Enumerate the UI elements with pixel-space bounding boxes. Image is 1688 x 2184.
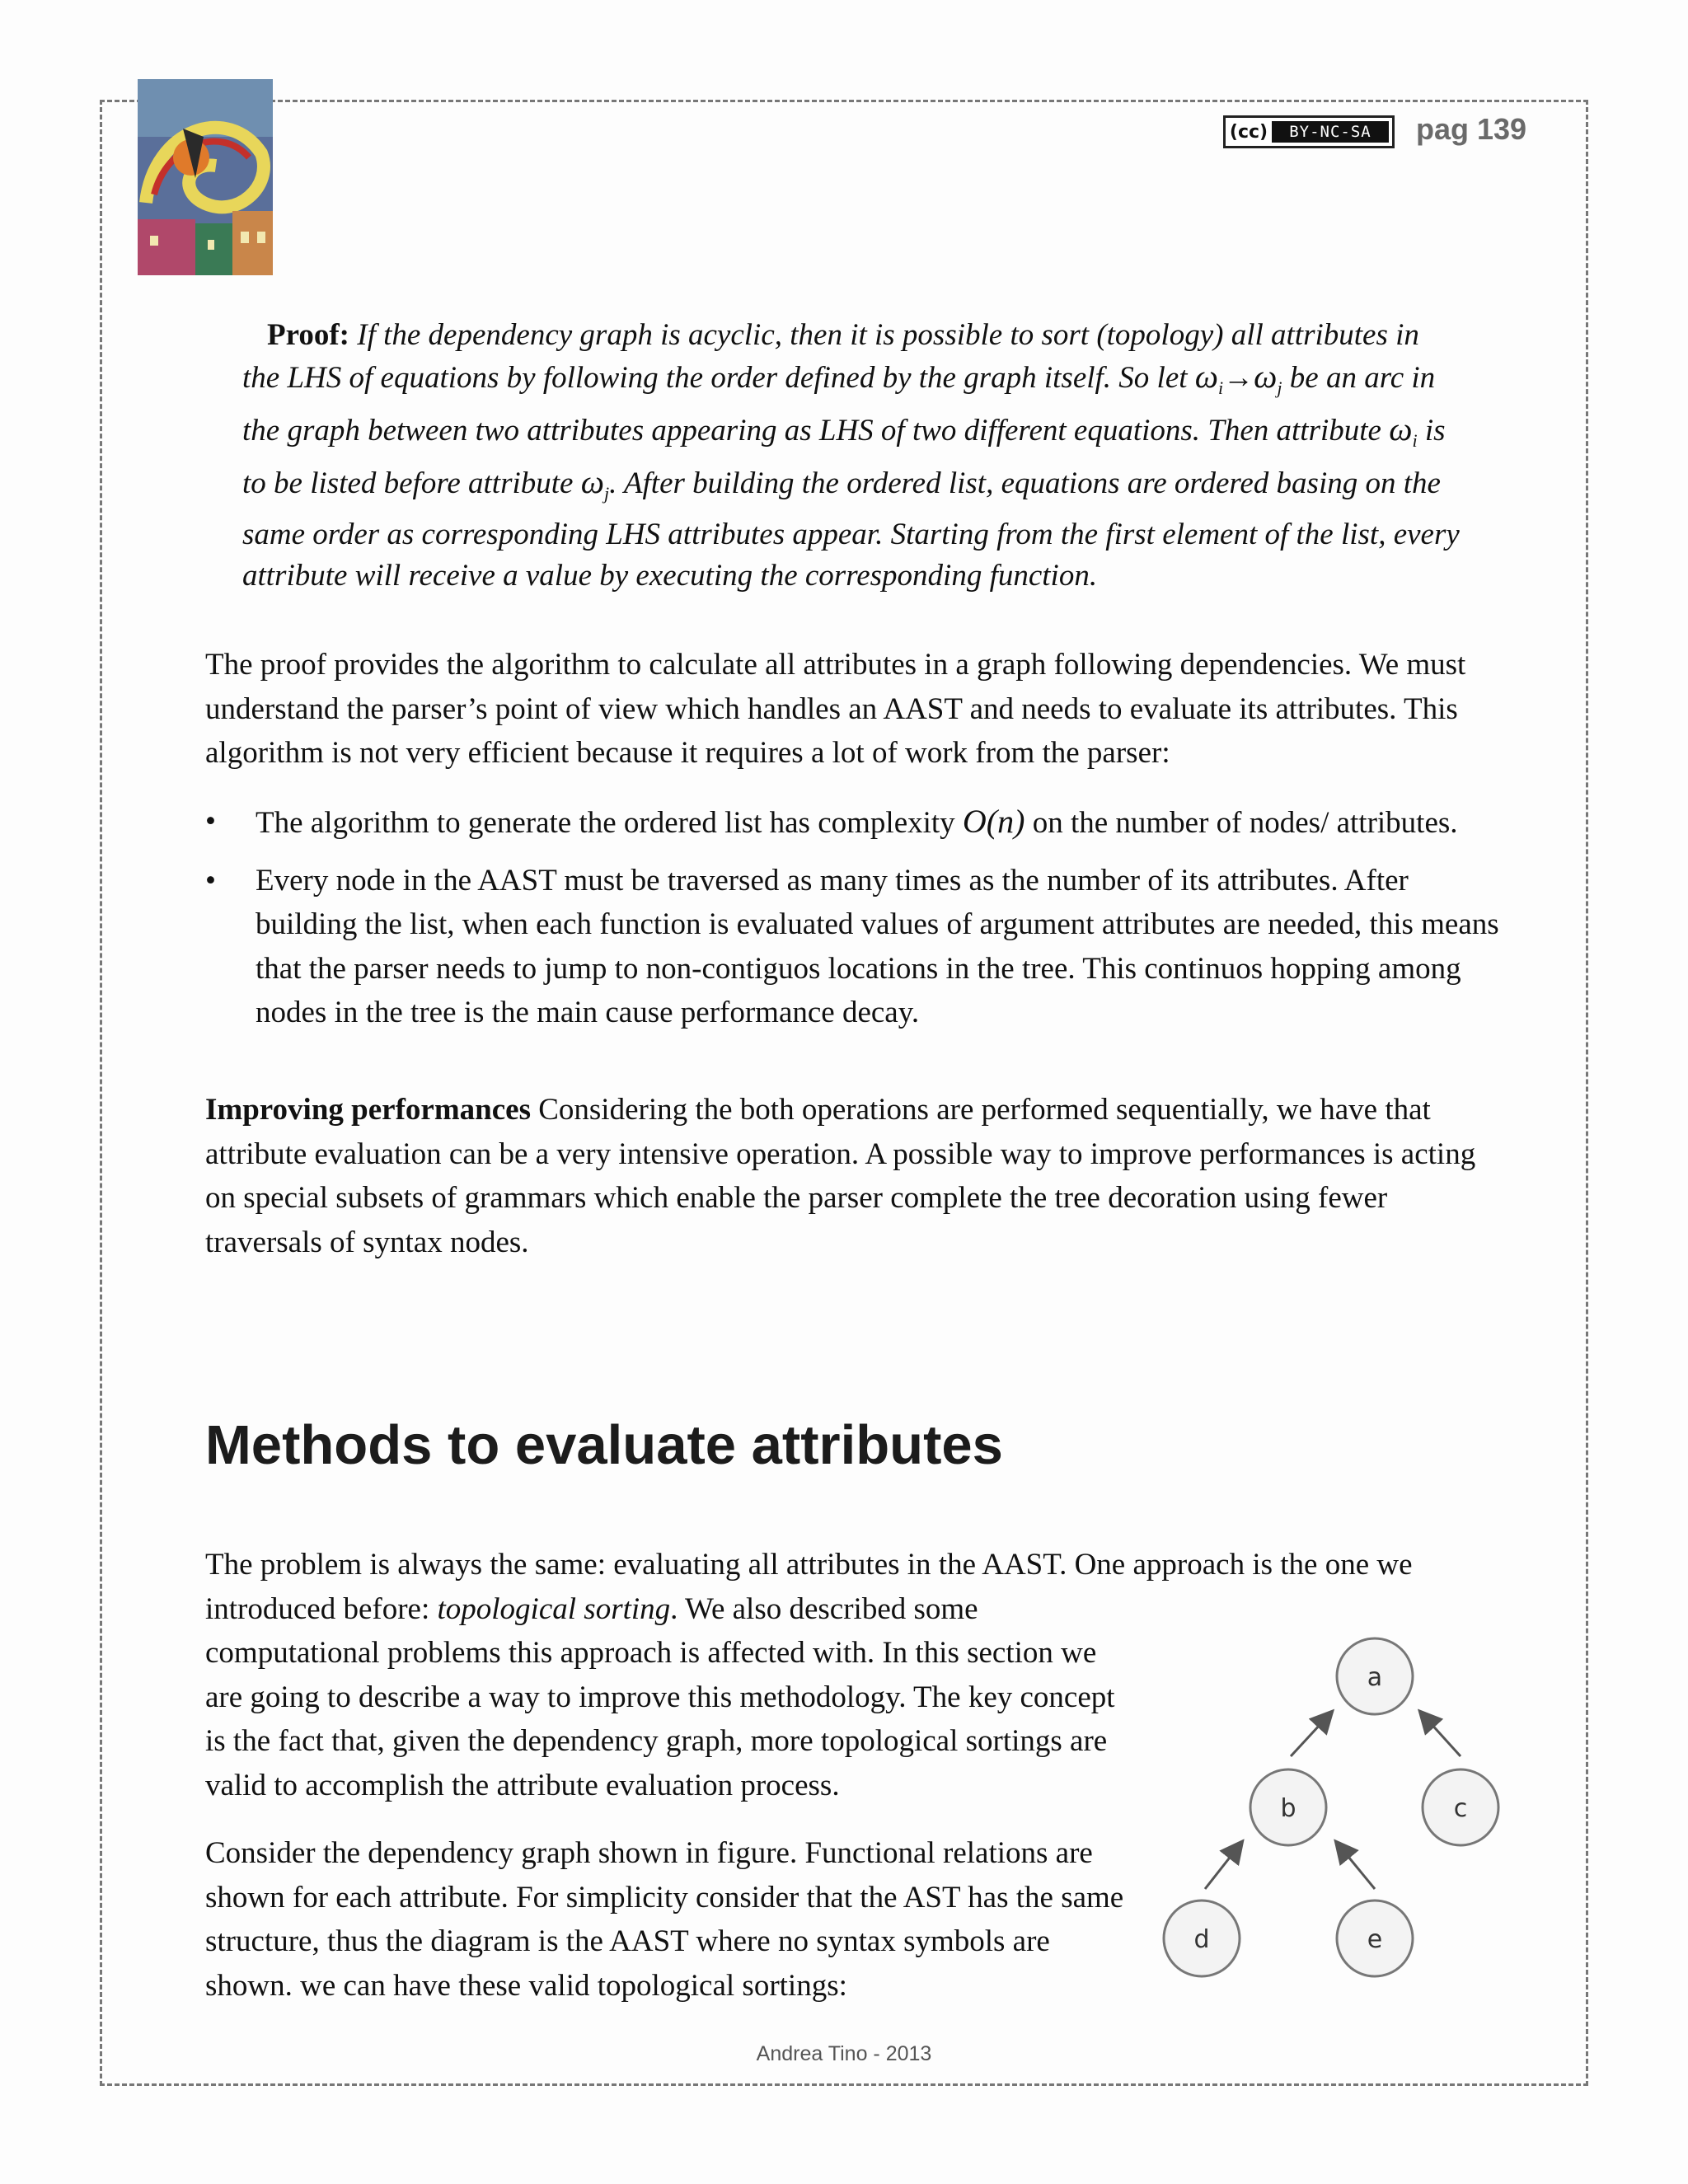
omega-j-2: $\omega_j$ — [580, 463, 610, 504]
proof-text-2: be an arc in the graph between two attributes appearing as LHS of two different equations. Then attribute — [242, 361, 1436, 448]
bullet-list — [205, 799, 1507, 1048]
cc-icon: (cc) — [1229, 121, 1268, 143]
dependency-graph-figure — [1154, 1632, 1517, 1994]
license-badge — [1223, 115, 1395, 148]
edge-c-a — [1421, 1713, 1461, 1756]
proof-text-1: If the dependency graph is acyclic, then it is possible to sort (topology) all attributes in the LHS of equations by following the order defined by the graph itself. So let — [242, 318, 1419, 395]
omega-i: $\omega_i$ — [1194, 358, 1224, 398]
page-number: pag 139 — [1416, 112, 1527, 146]
bullet-item: • The algorithm to generate the ordered list has complexity O(n) on the number of nodes/ attributes. — [205, 799, 1507, 846]
edge-d-b — [1205, 1843, 1241, 1889]
emphasis-topological-sorting: topological sorting — [437, 1591, 671, 1626]
proof-label: Proof: — [267, 318, 349, 352]
node-label-b: b — [1280, 1794, 1296, 1823]
improving-text: Considering the both operations are performed sequentially, we have that attribute evaluation can be a very intensive operation. A possible way to improve performances is acting on special subsets of grammars which enable the parser complete the tree decoration using fewer traversals of syntax nodes. — [205, 1093, 1476, 1259]
license-label: BY-NC-SA — [1272, 121, 1389, 143]
node-label-d: d — [1193, 1925, 1210, 1954]
book-cover-thumbnail — [138, 79, 273, 275]
proof-block — [242, 315, 1462, 597]
footer-author: Andrea Tino - 2013 — [756, 2042, 932, 2065]
proof-text-3: is to be listed before attribute — [242, 414, 1446, 500]
edge-b-a — [1291, 1713, 1331, 1756]
omega-j: $\omega_j$ — [1254, 358, 1282, 398]
section-paragraph-1: The problem is always the same: evaluating all attributes in the AAST. One approach is the one we introduced before: topological sorting. We also described some computational problems this approach is affected with. In this section we are going to describe a way to improve this methodology. The key concept is the fact that, given the dependency graph, more topological sortings are valid to accomplish the attribute evaluation process. — [205, 1548, 1413, 1802]
intro-paragraph: The proof provides the algorithm to calculate all attributes in a graph following dependencies. We must understand the parser’s point of view which handles an AAST and needs to evaluate its attributes. This algorithm is not very efficient because it requires a lot of work from the parser: — [205, 648, 1466, 770]
proof-text-4: . After building the ordered list, equations are ordered basing on the same order as corresponding LHS attributes appear. Starting from the first element of the list, every attribute will receive a value by executing the corresponding function. — [242, 466, 1460, 593]
node-label-a: a — [1367, 1663, 1383, 1692]
improving-label: Improving performances — [205, 1093, 531, 1127]
arrow-symbol: → — [1223, 361, 1254, 395]
section-heading: Methods to evaluate attributes — [205, 1414, 1003, 1476]
improving-paragraph — [205, 1088, 1507, 1264]
node-label-c: c — [1453, 1794, 1468, 1823]
complexity-formula: O(n) — [962, 803, 1025, 840]
section-paragraph-2: Consider the dependency graph shown in figure. Functional relations are shown for each attribute. For simplicity consider that the AST has the same structure, thus the diagram is the AAST where no syntax symbols are shown. we can have these valid topological sortings: — [205, 1836, 1124, 2003]
omega-i-2: $\omega_i$ — [1389, 410, 1418, 451]
node-label-e: e — [1367, 1925, 1383, 1954]
edge-e-b — [1337, 1843, 1375, 1889]
bullet-item: • Every node in the AAST must be traversed as many times as the number of its attributes. After building the list, when each function is evaluated values of argument attributes are needed, this means that the parser needs to jump to non-contiguos locations in the tree. This continuos hopping among nodes in the tree is the main cause performance decay. — [205, 859, 1507, 1035]
